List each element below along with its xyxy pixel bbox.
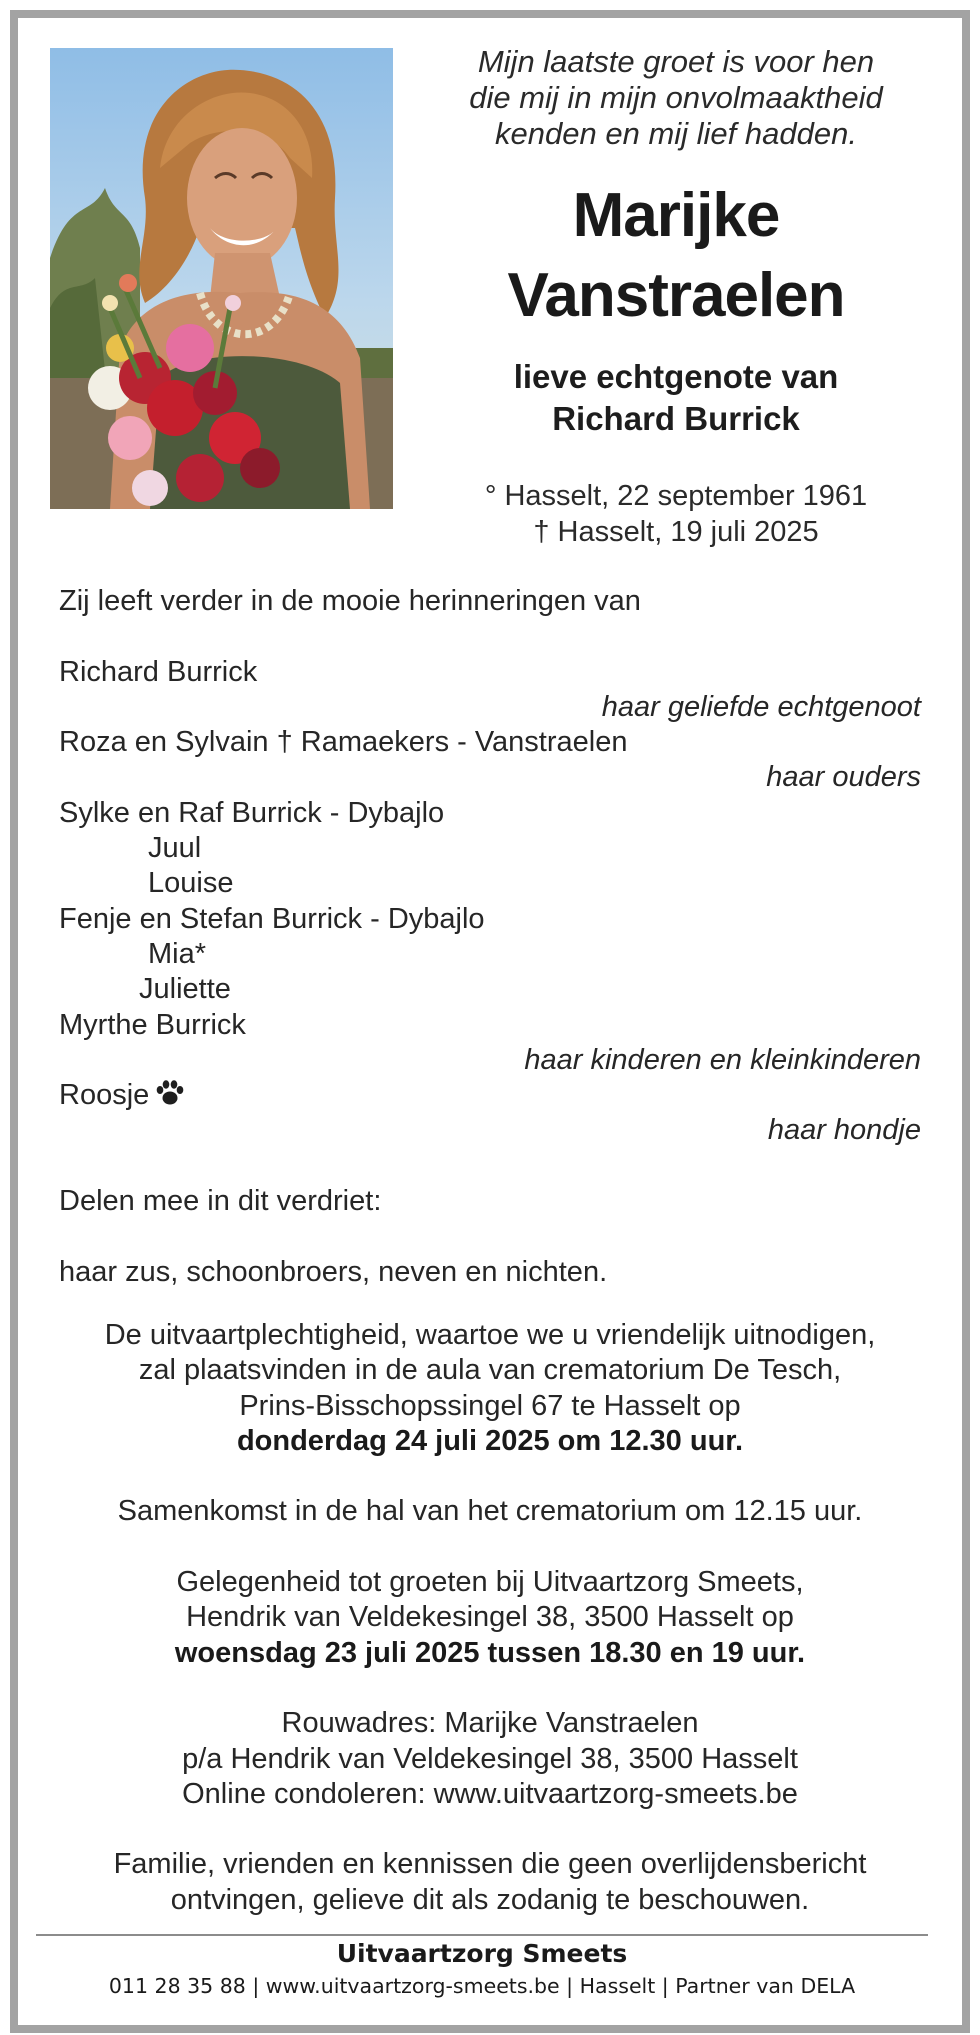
notice-line-1: Familie, vrienden en kennissen die geen overlijdensbericht [113, 1848, 867, 1881]
paw-print-icon [155, 1079, 185, 1107]
spacer [40, 1671, 940, 1706]
visit-date: woensdag 23 juli 2025 tussen 18.30 en 19 uur. [174, 1636, 806, 1669]
quote-line-2: die mij in mijn onvolmaaktheid [469, 80, 883, 115]
grandchild-1: Juul [148, 832, 202, 865]
life-dates [436, 478, 916, 550]
portrait-photo [50, 48, 393, 509]
quote-line-1: Mijn laatste groet is voor hen [477, 44, 875, 79]
child-1: Sylke en Raf Burrick - Dybajlo [59, 796, 445, 829]
funeral-home-contact[interactable]: 011 28 35 88 | www.uitvaartzorg-smeets.be | Hasselt | Partner van DELA [108, 1974, 856, 1998]
spouse-line-2: Richard Burrick [552, 400, 800, 437]
share-list: haar zus, schoonbroers, neven en nichten. [59, 1255, 608, 1288]
spouse-info [436, 356, 916, 440]
family-list [59, 584, 921, 1290]
spacer [40, 1530, 940, 1565]
spouse-line-1: lieve echtgenote van [513, 358, 839, 395]
mourning-address-2: p/a Hendrik van Veldekesingel 38, 3500 Hasselt [182, 1742, 798, 1775]
deceased-name [436, 176, 916, 336]
service-line-3: Prins-Bisschopssingel 67 te Hasselt op [239, 1389, 741, 1422]
footer-divider [36, 1934, 928, 1936]
quote-line-3: kenden en mij lief hadden. [495, 116, 857, 151]
notice-line-2: ontvingen, gelieve dit als zodanig te beschouwen. [170, 1883, 810, 1916]
portrait-illustration [50, 48, 393, 509]
family-intro: Zij leeft verder in de mooie herinneringen van [59, 585, 641, 617]
parents-role: haar ouders [766, 761, 921, 794]
mourning-address-1: Rouwadres: Marijke Vanstraelen [281, 1707, 699, 1740]
last-name: Vanstraelen [507, 261, 845, 330]
visit-line-2: Hendrik van Veldekesingel 38, 3500 Hasselt op [186, 1601, 794, 1634]
child-3: Myrthe Burrick [59, 1008, 246, 1041]
dog-name: Roosje [59, 1079, 150, 1112]
spacer [59, 1219, 921, 1254]
death-date: † Hasselt, 19 juli 2025 [533, 516, 819, 548]
memorial-quote [436, 44, 916, 152]
service-details [40, 1318, 940, 1918]
spacer [59, 619, 921, 654]
funeral-home-name: Uitvaartzorg Smeets [336, 1939, 628, 1968]
first-name: Marijke [572, 181, 780, 250]
dog-row [59, 1078, 921, 1113]
spacer [59, 1149, 921, 1184]
online-condolences[interactable]: Online condoleren: www.uitvaartzorg-smeets.be [182, 1777, 798, 1810]
grandchild-3: Mia* [148, 937, 207, 970]
share-intro: Delen mee in dit verdriet: [59, 1185, 382, 1218]
service-date: donderdag 24 juli 2025 om 12.30 uur. [236, 1424, 744, 1457]
parents-name: Roza en Sylvain † Ramaekers - Vanstraelen [59, 726, 628, 759]
dog-role: haar hondje [767, 1114, 921, 1147]
service-line-2: zal plaatsvinden in de aula van crematorium De Tesch, [138, 1354, 842, 1387]
spacer [40, 1459, 940, 1494]
service-line-1: De uitvaartplechtigheid, waartoe we u vriendelijk uitnodigen, [104, 1319, 876, 1351]
gathering-info: Samenkomst in de hal van het crematorium om 12.15 uur. [117, 1495, 863, 1528]
grandchild-2: Louise [148, 867, 234, 900]
husband-name: Richard Burrick [59, 655, 258, 688]
spacer [40, 1812, 940, 1847]
husband-role: haar geliefde echtgenoot [601, 690, 921, 723]
visit-line-1: Gelegenheid tot groeten bij Uitvaartzorg Smeets, [176, 1566, 804, 1599]
children-role: haar kinderen en kleinkinderen [524, 1043, 921, 1076]
birth-date: ° Hasselt, 22 september 1961 [484, 480, 868, 512]
child-2: Fenje en Stefan Burrick - Dybajlo [59, 902, 485, 935]
grandchild-4: Juliette [139, 973, 231, 1006]
